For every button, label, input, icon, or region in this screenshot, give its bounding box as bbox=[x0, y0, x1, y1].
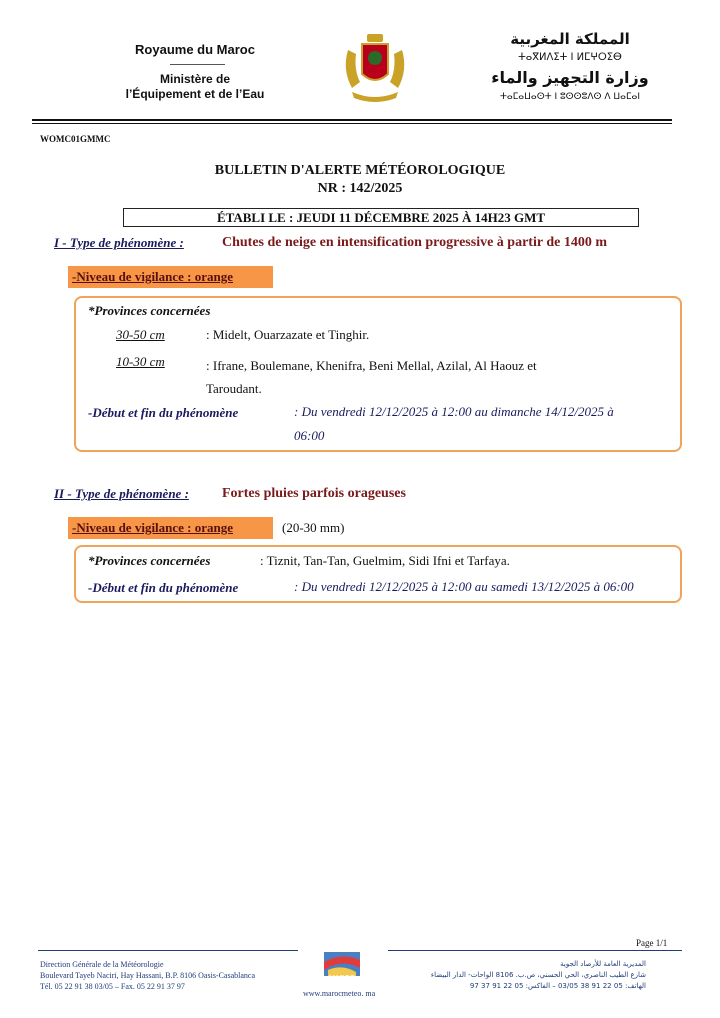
footer-arabic: المديرية العامة للأرصاد الجوية شارع الطيب الناصري، الحي الحسني، ص.ب. 8106 الواحات- الدار البيضاء الهاتف: 05 22 91 38 03/05 – الفاكس: 05 22 91 37 97 bbox=[430, 960, 646, 990]
section2-amount: (20-30 mm) bbox=[282, 520, 345, 535]
section2-period-label: -Début et fin du phénomène bbox=[88, 580, 239, 595]
section1-range1: 30-50 cm bbox=[116, 327, 165, 342]
logo-label: MAROC bbox=[328, 975, 356, 982]
footer-line-right bbox=[388, 950, 682, 951]
section1-provinces2: : Ifrane, Boulemane, Khenifra, Beni Mellal, Azilal, Al Haouz et Taroudant. bbox=[206, 358, 537, 396]
section2-label: II - Type de phénomène : bbox=[54, 486, 189, 501]
section1-provinces-label: *Provinces concernées bbox=[88, 303, 211, 318]
header-divider bbox=[32, 119, 672, 121]
issued-date: ÉTABLI LE : JEUDI 11 DÉCEMBRE 2025 À 14H23 GMT bbox=[123, 208, 639, 227]
reference-code: WOMC01GMMC bbox=[40, 134, 111, 144]
tifinagh-ministry: ⵜⴰⵎⴰⵡⴰⵙⵜ ⵏ ⵓⵙⵙⵓⴷⵙ ⴷ ⵡⴰⵎⴰⵏ bbox=[499, 92, 641, 102]
arabic-ministry: وزارة التجهيز والماء bbox=[491, 68, 649, 87]
section2-period: : Du vendredi 12/12/2025 à 12:00 au samedi 13/12/2025 à 06:00 bbox=[294, 579, 634, 594]
section1-vigilance: -Niveau de vigilance : orange bbox=[68, 266, 273, 288]
section1-range2: 10-30 cm bbox=[116, 354, 165, 369]
coat-of-arms-icon bbox=[340, 30, 410, 105]
header-rule bbox=[170, 64, 225, 65]
section1-phenomenon: Chutes de neige en intensification progressive à partir de 1400 m bbox=[222, 235, 607, 250]
footer-french: Direction Générale de la Météorologie Boulevard Tayeb Naciri, Hay Hassani, B.P. 8106 Oasis-Casablanca Tél. 05 22 91 38 03/05 – Fax. 05 22 91 37 97 bbox=[40, 960, 256, 991]
bulletin-title: BULLETIN D'ALERTE MÉTÉOROLOGIQUE bbox=[214, 163, 506, 178]
section2-provinces: : Tiznit, Tan-Tan, Guelmim, Sidi Ifni et Tarfaya. bbox=[260, 553, 510, 568]
section1-period-label: -Début et fin du phénomène bbox=[88, 405, 239, 420]
section2-phenomenon: Fortes pluies parfois orageuses bbox=[222, 486, 406, 501]
header-french bbox=[90, 0, 300, 110]
footer-line-left bbox=[38, 950, 298, 951]
header-divider-thin bbox=[32, 123, 672, 124]
bulletin-number: NR : 142/2025 bbox=[317, 181, 403, 196]
page-number: Page 1/1 bbox=[636, 938, 668, 948]
section1-label: I - Type de phénomène : bbox=[54, 235, 184, 250]
ministry-name: Ministère de l’Équipement et de l’Eau bbox=[125, 72, 265, 101]
header-arabic bbox=[480, 0, 660, 110]
section2-provinces-label: *Provinces concernées bbox=[88, 553, 211, 568]
maroc-meteo-logo-icon bbox=[322, 948, 362, 984]
section2-vigilance: -Niveau de vigilance : orange bbox=[68, 517, 273, 539]
website-link[interactable]: www.marocmeteo. ma bbox=[303, 989, 376, 998]
section1-period: : Du vendredi 12/12/2025 à 12:00 au dimanche 14/12/2025 à 06:00 bbox=[294, 404, 614, 443]
section1-provinces1: : Midelt, Ouarzazate et Tinghir. bbox=[206, 327, 370, 342]
tifinagh-kingdom: ⵜⴰⴳⵍⴷⵉⵜ ⵏ ⵍⵎⵖⵔⵉⴱ bbox=[518, 52, 622, 63]
arabic-kingdom: المملكة المغربية bbox=[510, 30, 630, 48]
country-name: Royaume du Maroc bbox=[135, 42, 255, 57]
